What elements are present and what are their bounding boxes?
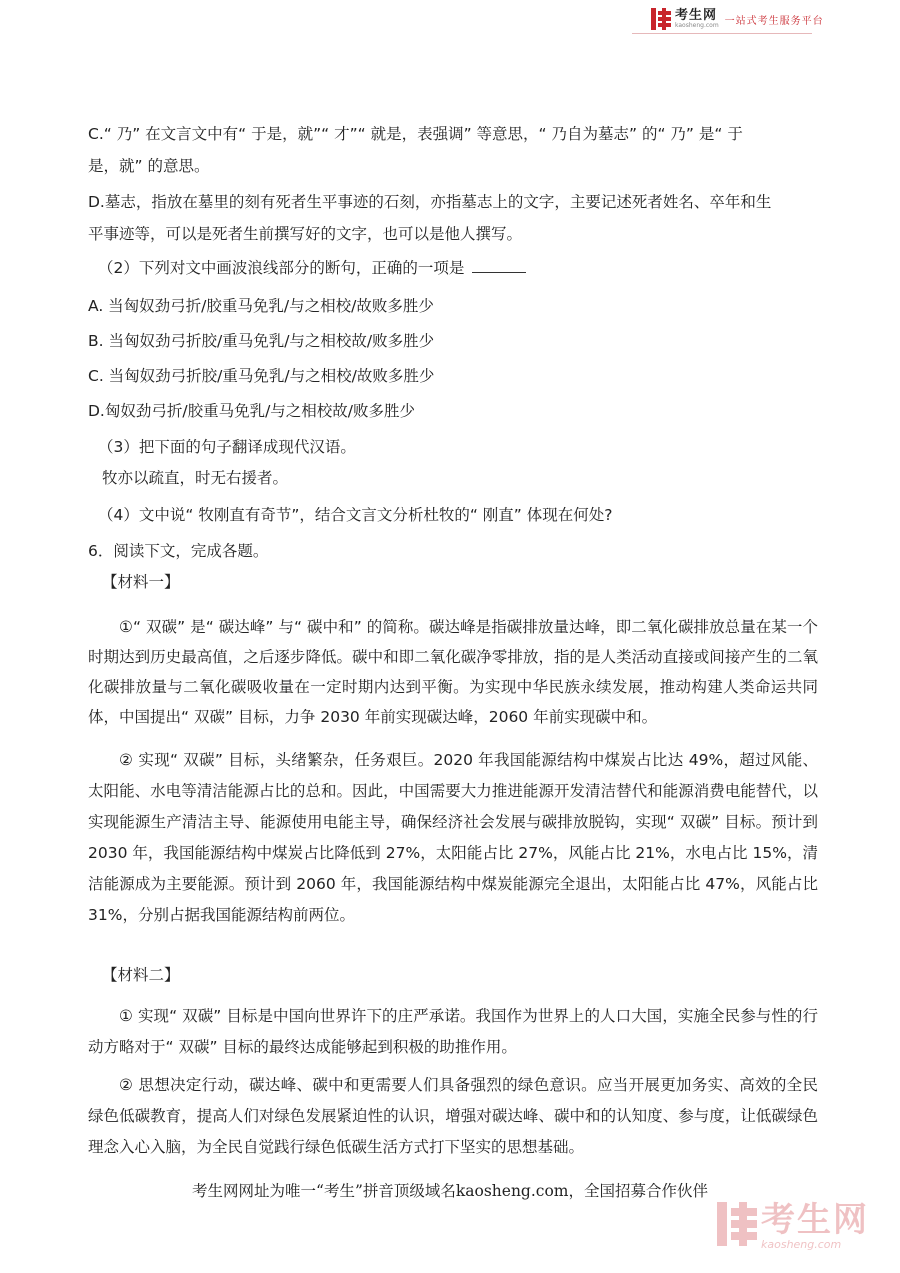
watermark-name: 考生网: [761, 1199, 869, 1240]
material-1-title: 【材料一】: [102, 573, 180, 591]
q2-option-a: A. 当匈奴劲弓折/胶重马免乳/与之相校/故败多胜少: [88, 297, 434, 315]
watermark-logo-icon: [717, 1201, 757, 1251]
brand-name: 考生网: [675, 8, 718, 23]
question-2: [98, 252, 828, 285]
material-2-title: 【材料二】: [102, 966, 180, 984]
brand-domain: kaosheng.com: [675, 22, 719, 29]
question-6: 6．阅读下文，完成各题。: [88, 542, 269, 560]
q2-option-c: C. 当匈奴劲弓折胶/重马免乳/与之相校/故败多胜少: [88, 367, 435, 385]
question-4: （4）文中说“ 牧刚直有奇节”，结合文言文分析杜牧的“ 刚直” 体现在何处?: [98, 506, 613, 524]
material-2-para-1: ① 实现“ 双碳” 目标是中国向世界许下的庄严承诺。我国作为世界上的人口大国，实施全民参与性的行动方略对于“ 双碳” 目标的最终达成能够起到积极的助推作用。: [88, 1007, 818, 1056]
question-3: （3）把下面的句子翻译成现代汉语。: [98, 438, 356, 456]
q2-option-b: B. 当匈奴劲弓折胶/重马免乳/与之相校故/败多胜少: [88, 332, 435, 350]
material-1-para-2: ② 实现“ 双碳” 目标，头绪繁杂，任务艰巨。2020 年我国能源结构中煤炭占比达 49%，超过风能、太阳能、水电等清洁能源占比的总和。因此，中国需要大力推进能源开发清洁替代和能源消费电能替代，以实现能源生产清洁主导、能源使用电能主导，确保经济社会发展与碳排放脱钩，实现“ 双碳” 目标。预计到 2030 年，我国能源结构中煤炭占比降低到 27%，太阳能占比 27%，风能占比 21%，水电占比 15%，清洁能源成为主要能源。预计到 2060 年，我国能源结构中煤炭能源完全退出，太阳能占比 47%，风能占比 31%，分别占据我国能源结构前两位。: [88, 751, 818, 924]
q2-option-d: D.匈奴劲弓折/胶重马免乳/与之相校故/败多胜少: [88, 402, 416, 420]
question-2-text: （2）下列对文中画波浪线部分的断句，正确的一项是: [98, 259, 465, 277]
option-c-line1: C.“ 乃” 在文言文中有“ 于是，就”“ 才”“ 就是，表强调” 等意思，“ 乃自为墓志” 的“ 乃” 是“ 于: [88, 125, 743, 143]
brand-slogan: 一站式考生服务平台: [724, 15, 824, 27]
watermark: [717, 1201, 869, 1251]
header-divider: [632, 33, 812, 34]
question-3-sentence: 牧亦以疏直，时无右援者。: [102, 469, 289, 487]
material-2-para-2: ② 思想决定行动，碳达峰、碳中和更需要人们具备强烈的绿色意识。应当开展更加务实、高效的全民绿色低碳教育，提高人们对绿色发展紧迫性的认识，增强对碳达峰、碳中和的认知度、参与度，让低碳绿色理念入心入脑，为全民自觉践行绿色低碳生活方式打下坚实的思想基础。: [88, 1076, 818, 1156]
option-c-line2: 是，就” 的意思。: [88, 157, 210, 175]
answer-blank: [472, 258, 526, 273]
material-1-para-1: ①“ 双碳” 是“ 碳达峰” 与“ 碳中和” 的简称。碳达峰是指碳排放量达峰，即二氧化碳排放总量在某一个时期达到历史最高值，之后逐步降低。碳中和即二氧化碳净零排放，指的是人类活动直接或间接产生的二氧化碳排放量与二氧化碳吸收量在一定时期内达到平衡。为实现中华民族永续发展，推动构建人类命运共同体，中国提出“ 双碳” 目标，力争 2030 年前实现碳达峰，2060 年前实现碳中和。: [88, 618, 818, 726]
header-logo: [651, 8, 824, 30]
option-d-line1: D.墓志，指放在墓里的刻有死者生平事迹的石刻，亦指墓志上的文字，主要记述死者姓名、卒年和生: [88, 193, 772, 211]
kaosheng-logo-icon: [651, 8, 671, 30]
option-d-line2: 平事迹等，可以是死者生前撰写好的文字，也可以是他人撰写。: [88, 225, 523, 243]
watermark-domain: kaosheng.com: [761, 1237, 842, 1251]
footer-text: 考生网网址为唯一“考生”拼音顶级域名kaosheng.com，全国招募合作伙伴: [192, 1182, 708, 1200]
